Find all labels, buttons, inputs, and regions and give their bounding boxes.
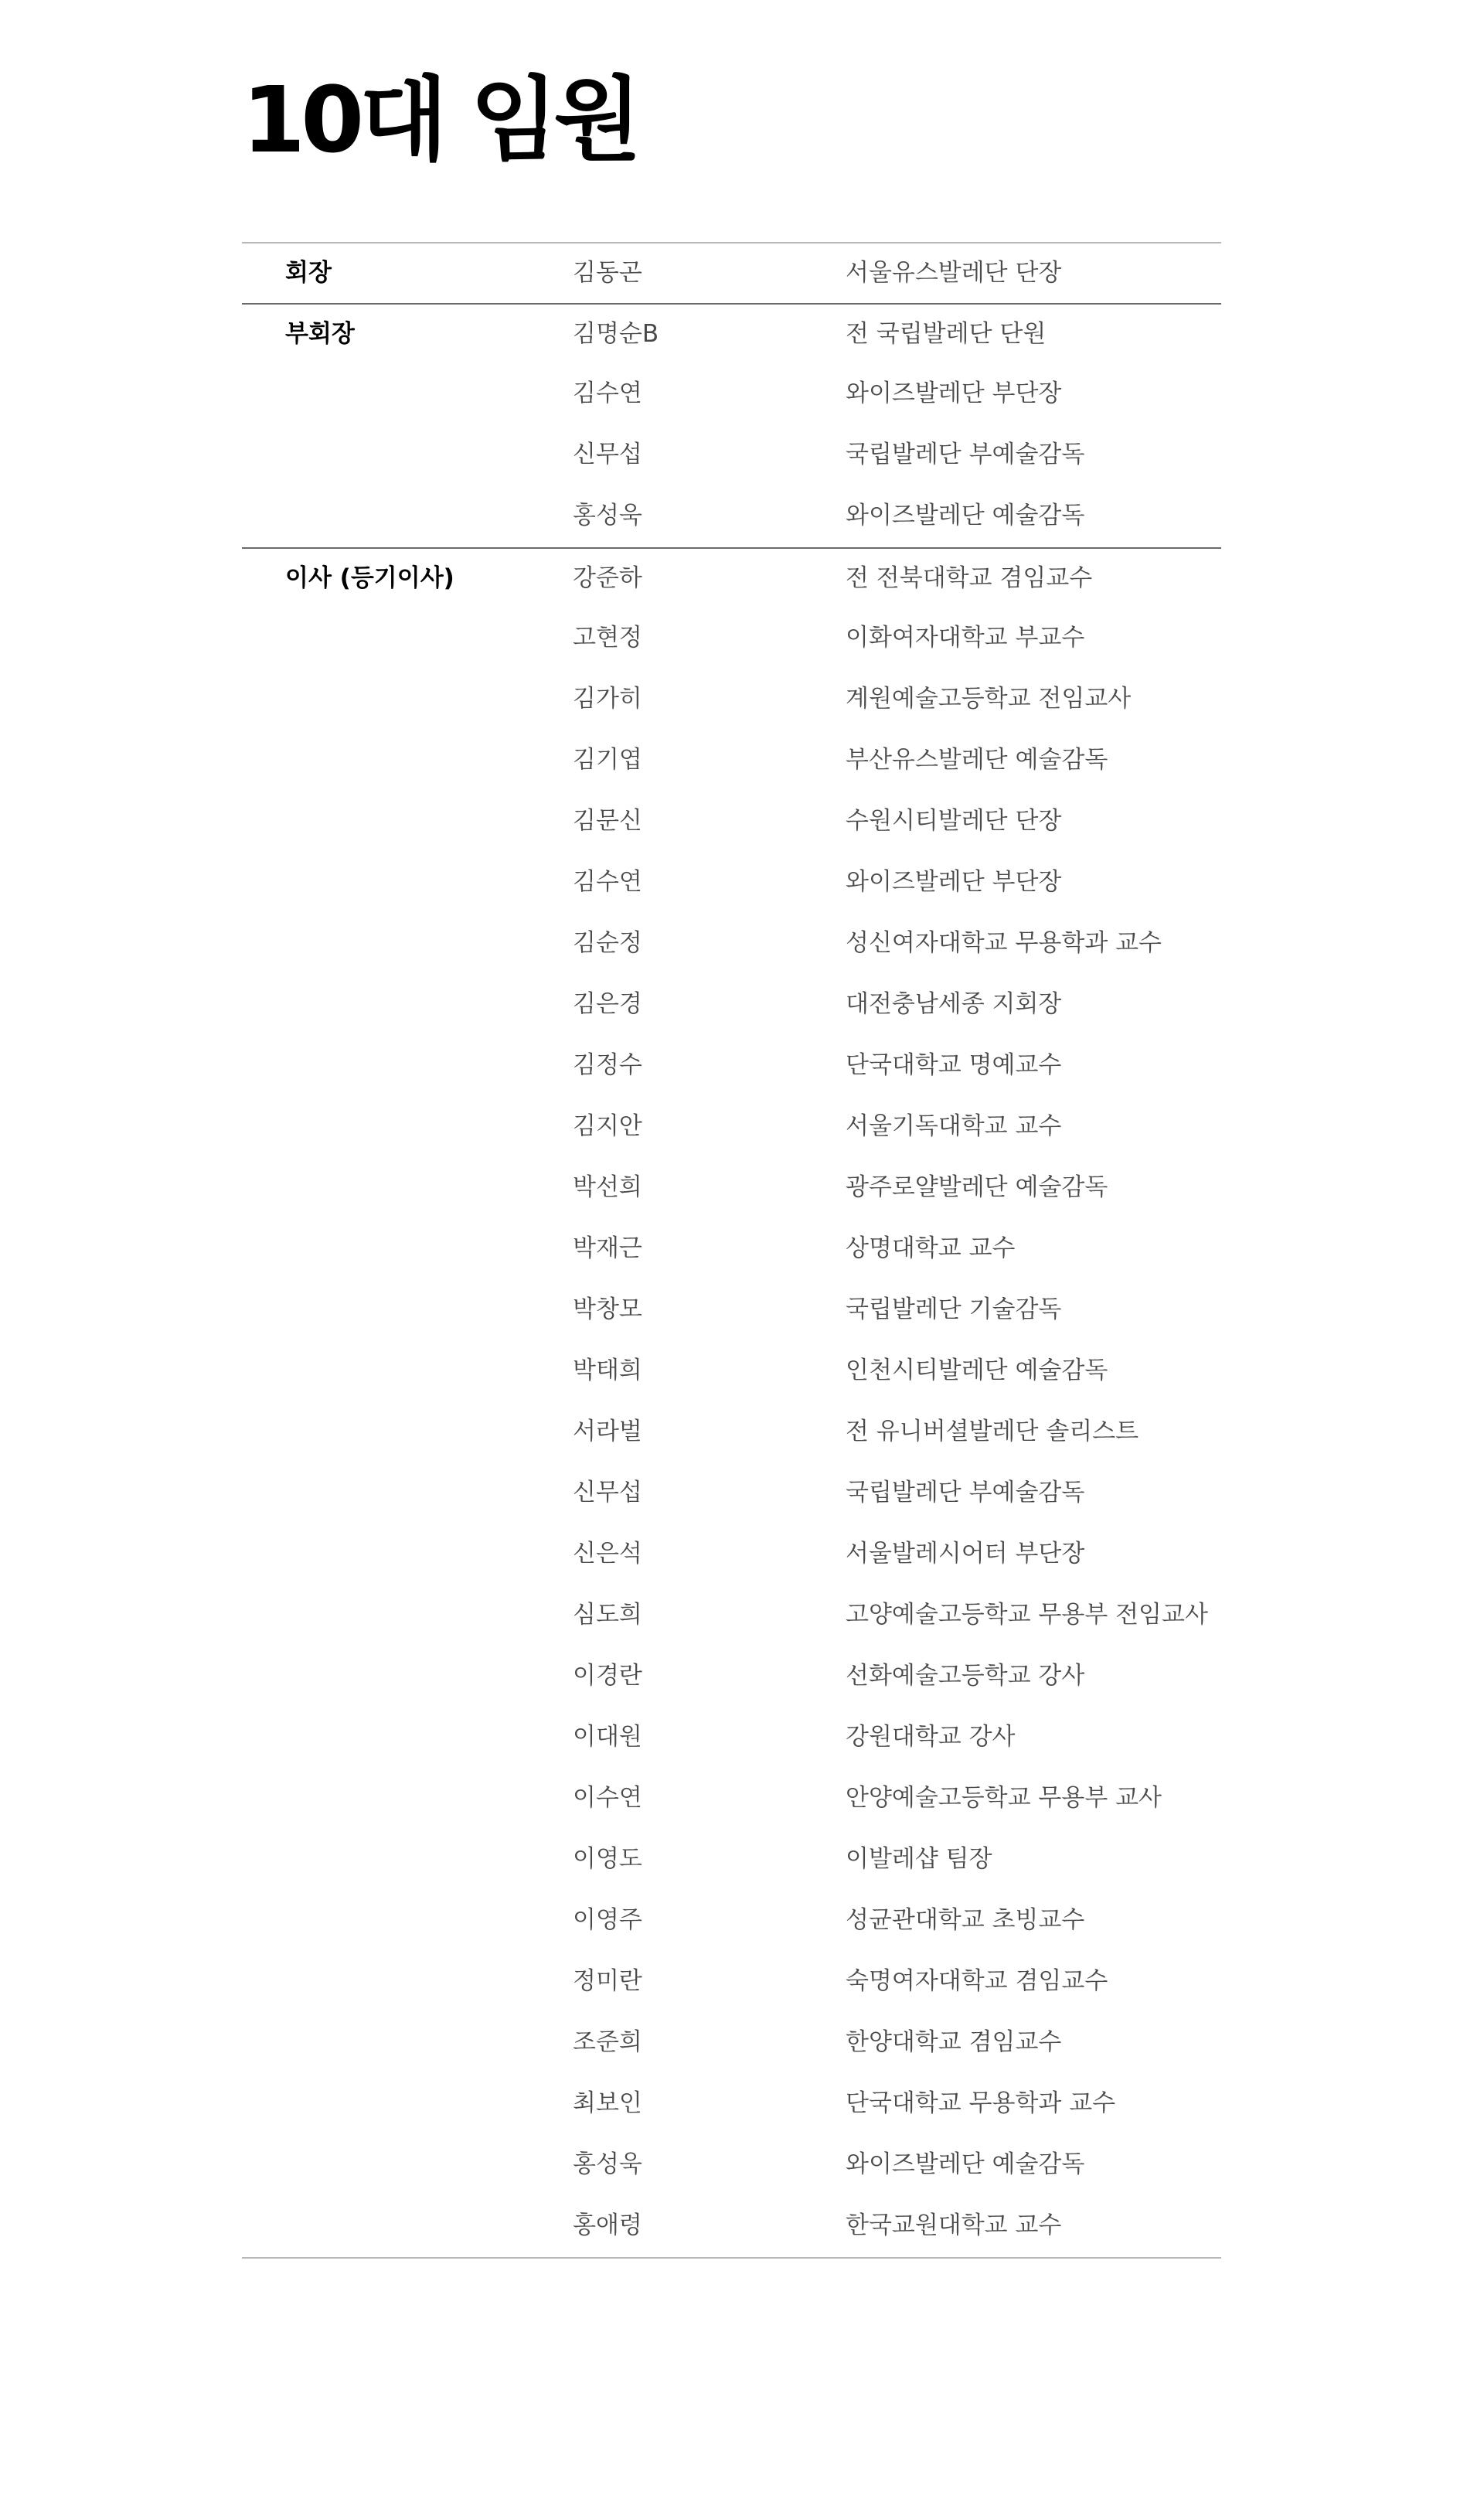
- role-label: 이사 (등기이사): [285, 564, 454, 592]
- member-position: 숙명여자대학교 겸임교수: [846, 1967, 1108, 1995]
- member-position: 와이즈발레단 예술감독: [846, 502, 1085, 529]
- member-position: 고양예술고등학교 무용부 전임교사: [846, 1601, 1208, 1629]
- member-name: 신무섭: [573, 441, 642, 468]
- member-name: 김동곤: [573, 259, 642, 287]
- member-row: [242, 608, 1221, 669]
- member-row: [242, 914, 1221, 975]
- member-position: 전 유니버셜발레단 솔리스트: [846, 1418, 1139, 1445]
- member-name: 박창모: [573, 1295, 642, 1323]
- member-row: [242, 1280, 1221, 1341]
- member-row: [242, 1769, 1221, 1830]
- member-row: [242, 1036, 1221, 1097]
- member-row: [242, 1097, 1221, 1158]
- member-name: 김은경: [573, 990, 642, 1018]
- member-row: [242, 792, 1221, 853]
- member-row: [242, 1830, 1221, 1891]
- member-row: [242, 1952, 1221, 2013]
- member-name: 신은석: [573, 1540, 642, 1568]
- member-position: 상명대학교 교수: [846, 1234, 1016, 1262]
- member-row: [242, 1524, 1221, 1585]
- member-position: 국립발레단 기술감독: [846, 1295, 1062, 1323]
- member-position: 서울유스발레단 단장: [846, 259, 1062, 287]
- member-name: 이대원: [573, 1723, 642, 1751]
- member-position: 광주로얄발레단 예술감독: [846, 1173, 1108, 1201]
- member-position: 이발레샵 팀장: [846, 1845, 992, 1873]
- member-row: [242, 1158, 1221, 1219]
- role-group: [242, 303, 1221, 547]
- member-row: [242, 1646, 1221, 1707]
- member-position: 한양대학교 겸임교수: [846, 2028, 1062, 2056]
- member-name: 조준희: [573, 2028, 642, 2056]
- member-row: [242, 1891, 1221, 1952]
- member-name: 홍성욱: [573, 2150, 642, 2178]
- member-position: 와이즈발레단 예술감독: [846, 2150, 1085, 2178]
- member-name: 박선희: [573, 1173, 642, 1201]
- member-position: 단국대학교 명예교수: [846, 1051, 1062, 1079]
- member-row: [242, 1585, 1221, 1646]
- member-name: 서라벌: [573, 1418, 642, 1445]
- member-position: 국립발레단 부예술감독: [846, 441, 1085, 468]
- member-position: 선화예술고등학교 강사: [846, 1662, 1085, 1690]
- member-row: [242, 730, 1221, 792]
- member-row: [242, 1707, 1221, 1769]
- member-position: 강원대학교 강사: [846, 1723, 1016, 1751]
- member-row: [242, 669, 1221, 730]
- member-name: 이영주: [573, 1906, 642, 1934]
- executive-roster-table: [242, 242, 1221, 2259]
- role-label: 부회장: [285, 320, 355, 348]
- member-name: 이영도: [573, 1845, 642, 1873]
- member-name: 이경란: [573, 1662, 642, 1690]
- member-position: 국립발레단 부예술감독: [846, 1479, 1085, 1507]
- member-position: 안양예술고등학교 무용부 교사: [846, 1784, 1162, 1812]
- member-row: [242, 243, 1221, 303]
- member-position: 단국대학교 무용학과 교수: [846, 2089, 1116, 2117]
- member-name: 김가히: [573, 685, 642, 713]
- member-name: 최보인: [573, 2089, 642, 2117]
- table-bottom-rule: [242, 2257, 1221, 2259]
- member-name: 김순정: [573, 929, 642, 957]
- member-position: 서울기독대학교 교수: [846, 1112, 1062, 1140]
- member-position: 한국교원대학교 교수: [846, 2211, 1062, 2239]
- member-position: 수원시티발레단 단장: [846, 807, 1062, 835]
- member-row: [242, 853, 1221, 914]
- member-position: 이화여자대학교 부교수: [846, 624, 1085, 652]
- member-row: [242, 1219, 1221, 1280]
- member-name: 박태희: [573, 1357, 642, 1384]
- member-position: 전 국립발레단 단원: [846, 320, 1047, 348]
- member-name: 정미란: [573, 1967, 642, 1995]
- member-position: 와이즈발레단 부단장: [846, 868, 1062, 896]
- role-group: [242, 242, 1221, 303]
- member-name: 김정수: [573, 1051, 642, 1079]
- member-position: 성신여자대학교 무용학과 교수: [846, 929, 1162, 957]
- member-position: 부산유스발레단 예술감독: [846, 746, 1108, 774]
- member-name: 김수연: [573, 380, 642, 407]
- member-name: 신무섭: [573, 1479, 642, 1507]
- member-name: 김문신: [573, 807, 642, 835]
- member-row: [242, 364, 1221, 425]
- member-position: 전 전북대학교 겸임교수: [846, 564, 1093, 592]
- member-row: [242, 2135, 1221, 2196]
- member-row: [242, 549, 1221, 608]
- member-position: 계원예술고등학교 전임교사: [846, 685, 1132, 713]
- member-position: 와이즈발레단 부단장: [846, 380, 1062, 407]
- member-name: 심도희: [573, 1601, 642, 1629]
- member-name: 김수연: [573, 868, 642, 896]
- member-position: 서울발레시어터 부단장: [846, 1540, 1085, 1568]
- role-group: [242, 547, 1221, 2257]
- member-row: [242, 975, 1221, 1036]
- member-name: 김지안: [573, 1112, 642, 1140]
- member-row: [242, 1341, 1221, 1402]
- member-row: [242, 425, 1221, 486]
- member-name: 김기엽: [573, 746, 642, 774]
- member-name: 홍애령: [573, 2211, 642, 2239]
- member-row: [242, 1402, 1221, 1463]
- role-label: 회장: [285, 259, 332, 287]
- member-name: 김명순B: [573, 320, 659, 348]
- member-name: 홍성욱: [573, 502, 642, 529]
- page-title: 10대 임원: [242, 66, 638, 173]
- member-position: 인천시티발레단 예술감독: [846, 1357, 1108, 1384]
- member-row: [242, 486, 1221, 547]
- member-position: 대전충남세종 지회장: [846, 990, 1062, 1018]
- member-row: [242, 2074, 1221, 2135]
- member-position: 성균관대학교 초빙교수: [846, 1906, 1085, 1934]
- member-name: 이수연: [573, 1784, 642, 1812]
- member-name: 박재근: [573, 1234, 642, 1262]
- member-name: 강준하: [573, 564, 642, 592]
- member-row: [242, 1463, 1221, 1524]
- member-row: [242, 305, 1221, 364]
- member-row: [242, 2196, 1221, 2257]
- member-row: [242, 2013, 1221, 2074]
- member-name: 고현정: [573, 624, 642, 652]
